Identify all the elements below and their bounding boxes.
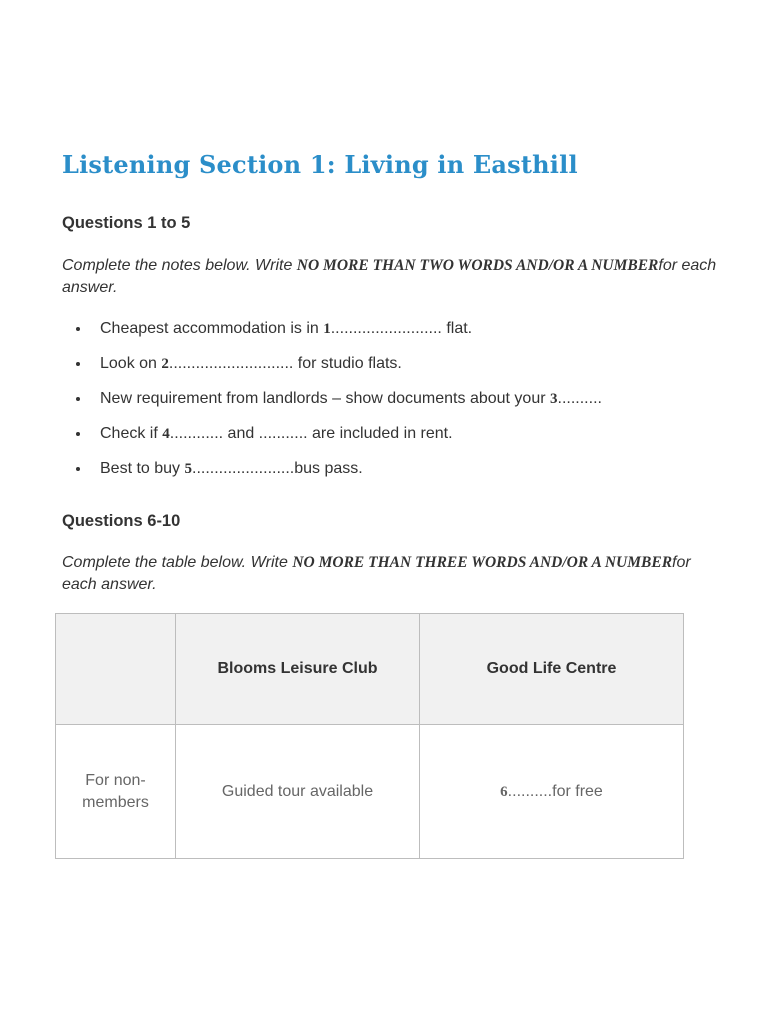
list-item: [62, 422, 602, 457]
bullet-icon: [76, 327, 80, 331]
bullet-icon: [76, 467, 80, 471]
table-header-cell: [56, 614, 176, 725]
list-item: [62, 457, 602, 492]
item-text: Best to buy: [100, 460, 185, 477]
instruction-text: Complete the notes below. Write: [62, 257, 297, 274]
section-2-heading: Questions 6-10: [62, 512, 181, 530]
item-text: Look on: [100, 355, 162, 372]
list-item: [62, 352, 602, 387]
row-label-line: For non-: [85, 771, 146, 789]
page-title: Listening Section 1: Living in Easthill: [62, 150, 578, 179]
answer-blank: ......................... flat.: [330, 320, 473, 337]
bullet-icon: [76, 397, 80, 401]
question-number: 1: [323, 321, 331, 337]
table-header-cell: Good Life Centre: [420, 614, 684, 725]
row-label-line: members: [82, 793, 149, 811]
answer-blank: ............ and ........... are included in rent.: [169, 425, 453, 442]
section-1-instruction: [62, 255, 722, 299]
item-text: New requirement from landlords – show documents about your: [100, 390, 550, 407]
instruction-text: Complete the table below. Write: [62, 554, 293, 571]
row-label-cell: [56, 725, 176, 859]
question-number: 5: [184, 461, 192, 477]
item-text: Check if: [100, 425, 163, 442]
bullet-icon: [76, 362, 80, 366]
section-1-heading: Questions 1 to 5: [62, 214, 191, 232]
question-number: 6: [500, 783, 508, 800]
table-row: [56, 725, 684, 859]
section-2-instruction: [62, 552, 722, 596]
question-number: 2: [161, 356, 169, 372]
instruction-text: for each answer.: [62, 257, 717, 296]
list-item: [62, 387, 602, 422]
answer-blank: ............................ for studio flats.: [168, 355, 402, 372]
list-item: [62, 317, 602, 352]
table-header-cell: Blooms Leisure Club: [176, 614, 420, 725]
table-cell: Guided tour available: [176, 725, 420, 859]
instruction-emphasis: NO MORE THAN THREE WORDS AND/OR A NUMBER: [292, 554, 673, 571]
comparison-table: [55, 613, 684, 859]
instruction-emphasis: NO MORE THAN TWO WORDS AND/OR A NUMBER: [296, 257, 659, 274]
item-text: Cheapest accommodation is in: [100, 320, 324, 337]
table-header-row: [56, 614, 684, 725]
instruction-text: for each answer.: [62, 554, 691, 593]
answer-blank: ..........for free: [507, 782, 603, 800]
table-cell: [420, 725, 684, 859]
question-number: 4: [162, 426, 170, 442]
question-number: 3: [550, 391, 558, 407]
answer-blank: ..........: [557, 390, 602, 407]
bullet-icon: [76, 432, 80, 436]
answer-blank: .......................bus pass.: [192, 460, 363, 477]
notes-list: [62, 317, 602, 492]
